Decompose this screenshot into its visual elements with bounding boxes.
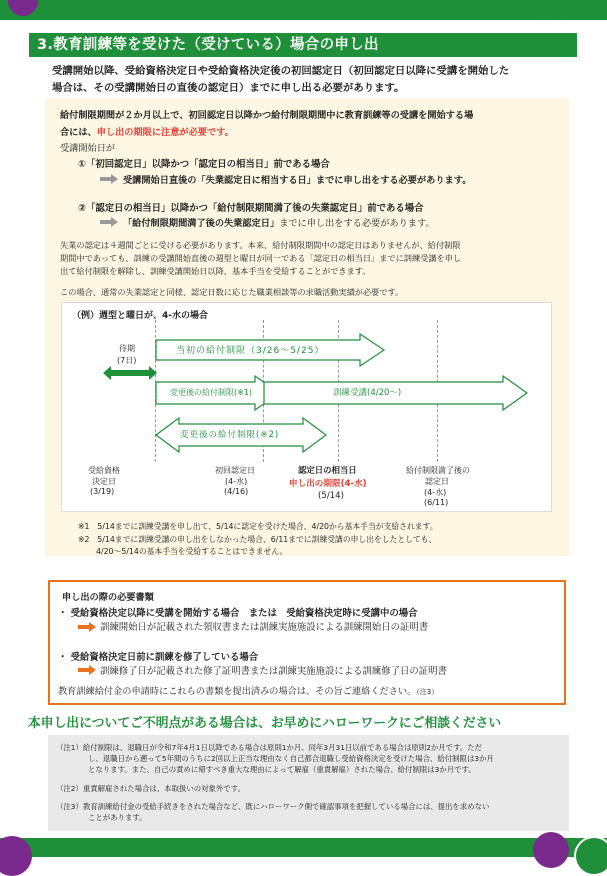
training-label: 訓練受講(4/20～) bbox=[333, 388, 402, 398]
box-paragraph-3: 出て給付制限を解除し、訓練受講開始日以降、基本手当を受給することができます。 bbox=[60, 266, 371, 276]
case1-body-post: までに申し出をする必要があります。 bbox=[315, 175, 472, 186]
waiting-days: (7日) bbox=[117, 356, 137, 365]
docs-item-1-document: 訓練開始日が記載された領収書または訓練実施施設による訓練開始日の証明書 bbox=[100, 622, 429, 633]
docs-title: 申し出の際の必要書類 bbox=[62, 592, 154, 603]
col2-line1: 初回認定日 bbox=[215, 466, 255, 475]
docs-closing-text: 教育訓練給付金の申請時にこれらの書類を提出済みの場合は、その旨ご連絡ください。 bbox=[58, 686, 417, 697]
docs-item-2: ・ 受給資格決定日前に訓練を修了している場合 bbox=[58, 652, 259, 663]
col3-line1: 認定日の相当日 bbox=[298, 465, 357, 475]
note-2a: ※2 5/14までに訓練受講の申し出をしなかった場合、6/11までに訓練受講の申し出をしたとしても、 bbox=[78, 535, 437, 544]
docs-closing-note: （注3） bbox=[416, 688, 439, 696]
note-1: ※1 5/14までに訓練受講を申し出て、5/14に認定を受けた場合、4/20から基本手当が支給されます。 bbox=[78, 522, 438, 531]
docs-closing bbox=[58, 683, 438, 697]
col3-line3: (5/14) bbox=[318, 491, 345, 501]
bottom-right-circle-2 bbox=[574, 836, 607, 876]
case1-body-pre: 受講開始日直後の bbox=[123, 175, 197, 186]
col4-line1: 給付制限満了後の bbox=[406, 466, 470, 475]
case2-body bbox=[123, 215, 435, 229]
box-paragraph-4: この場合、通常の失業認定と同様、認定日数に応じた職業相談等の求職活動実績が必要です。 bbox=[60, 287, 404, 297]
footer-note-3b: ことがあります。 bbox=[88, 813, 147, 822]
box-paragraph-1: 失業の認定は４週間ごとに受ける必要があります。本来、給付制限期間中の認定日はありませんが、給付制限 bbox=[60, 240, 461, 250]
col2-line3: (4/16) bbox=[224, 487, 249, 496]
intro-line-1: 受講開始以降、受給資格決定日や受給資格決定後の初回認定日（初回認定日以降に受講を開始した bbox=[52, 65, 510, 77]
bottom-right-circle-1 bbox=[533, 832, 569, 868]
waiting-period-arrow bbox=[103, 366, 157, 380]
footer-note-3a: （注3）教育訓練給付金の受給手続きをされた場合など、既にハローワーク側で確認事項を把握している場合には、提出を求めない bbox=[56, 802, 490, 811]
bottom-left-circle bbox=[0, 836, 32, 876]
deadline-warning: 申し出の期限に注意が必要です。 bbox=[96, 127, 234, 138]
docs-item-2-document: 訓練修了日が記載された修了証明書または訓練実施施設による訓練修了日の証明書 bbox=[100, 666, 447, 677]
col1-line1: 受給資格 bbox=[88, 466, 120, 475]
case2-body-post: までに申し出をする必要があります。 bbox=[279, 218, 435, 229]
note-2b: 4/20～5/14の基本手当を受給することはできません。 bbox=[96, 547, 288, 556]
box-lead-3: 受講開始日が bbox=[60, 143, 116, 154]
col4-line4: (6/11) bbox=[424, 498, 449, 507]
col4-line2: 認定日 bbox=[425, 477, 449, 486]
case1-title: ①「初回認定日」以降かつ「認定日の相当日」前である場合 bbox=[78, 159, 330, 170]
section-title: 3.教育訓練等を受けた（受けている）場合の申し出 bbox=[29, 33, 577, 57]
intro-line-2: 場合は、その受講開始日の直後の認定日）までに申し出る必要があります。 bbox=[52, 82, 405, 94]
arrow-right-icon bbox=[100, 217, 118, 227]
case2-title: ②「認定日の相当日」以降かつ「給付制限期間満了後の失業認定日」前である場合 bbox=[78, 203, 424, 214]
col1-line2: 決定日 bbox=[92, 477, 116, 486]
box-lead-2-pre: 合には、 bbox=[60, 127, 97, 138]
changed-restriction-2-label: 変更後の給付制限(※2) bbox=[180, 430, 280, 440]
footer-note-1a: （注1）給付制限は、退職日が令和7年4月1日以降である場合は原則1か月、同年3月31日以前である場合は原則2か月です。ただ bbox=[56, 743, 483, 752]
arrow-right-icon bbox=[78, 622, 96, 632]
waiting-label: 待期 bbox=[119, 344, 135, 353]
case2-body-bold: 「給付制限期間満了後の失業認定日」 bbox=[123, 218, 280, 229]
col1-line3: (3/19) bbox=[90, 487, 115, 496]
bottom-green-bar bbox=[0, 838, 607, 857]
hello-work-cta: 本申し出についてご不明点がある場合は、お早めにハローワークにご相談ください bbox=[28, 716, 502, 731]
box-lead-2 bbox=[60, 124, 234, 138]
arrow-right-icon bbox=[78, 665, 96, 675]
col2-line2: (4-水) bbox=[225, 477, 248, 486]
arrow-right-icon bbox=[100, 174, 118, 184]
example-title: （例）週型と曜日が、4-水の場合 bbox=[72, 311, 208, 321]
case1-body-bold: 「失業認定日に相当する日」 bbox=[196, 175, 316, 186]
original-restriction-label: 当初の給付制限（3/26～5/25） bbox=[176, 346, 325, 356]
intro-text bbox=[52, 63, 564, 97]
footer-note-1b: し、退職日から遡って5年間のうちに2回以上正当な理由なく自己都合退職し受給資格決定を受けた場合、給付制限は3か月 bbox=[88, 754, 494, 763]
footer-note-2: （注2）重責解雇された場合は、本取扱いの対象外です。 bbox=[56, 784, 245, 793]
footer-note-1c: となります。また、自己の責めに帰すべき重大な理由によって解雇（重責解雇）された場合、給付制限は3か月です。 bbox=[88, 765, 476, 774]
col3-line2: 申し出の期限(4-水) bbox=[289, 479, 367, 489]
changed-restriction-1-label: 変更後の給付制限(※1) bbox=[170, 388, 253, 397]
col4-line3: (4-水) bbox=[424, 488, 447, 497]
top-green-bar bbox=[0, 0, 607, 20]
box-paragraph-2: 期間中であっても、訓練の受講開始直後の週型と曜日が同一である「認定日の相当日」までに訓練受講を申し bbox=[60, 253, 462, 263]
docs-item-1: ・ 受給資格決定以降に受講を開始する場合 または 受給資格決定時に受講中の場合 bbox=[58, 608, 418, 619]
case1-body bbox=[123, 172, 471, 186]
box-lead-1: 給付制限期間が２か月以上で、初回認定日以降かつ給付制限期間中に教育訓練等の受講を開始する場 bbox=[60, 110, 474, 121]
